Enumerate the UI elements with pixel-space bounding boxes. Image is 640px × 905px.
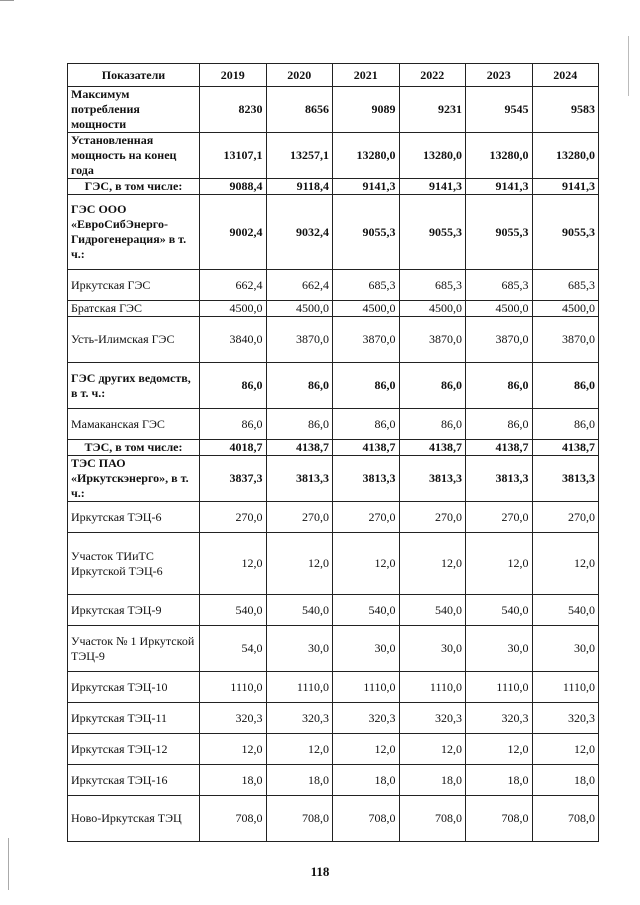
page-number: 118 (310, 864, 330, 879)
value-cell: 54,0 (200, 626, 267, 672)
row-label: Иркутская ТЭЦ-6 (68, 502, 200, 533)
row-label: Иркутская ТЭЦ-12 (68, 734, 200, 765)
row-label: Иркутская ТЭЦ-11 (68, 703, 200, 734)
header-cell: 2019 (200, 64, 267, 87)
value-cell: 4138,7 (333, 440, 400, 456)
value-cell: 1110,0 (266, 672, 333, 703)
table-row (68, 595, 599, 626)
value-cell: 12,0 (200, 533, 267, 595)
value-cell: 13280,0 (532, 133, 599, 179)
header-cell: 2021 (333, 64, 400, 87)
value-cell: 1110,0 (399, 672, 466, 703)
row-label: Установленная мощность на конец года (68, 133, 200, 179)
row-label: Максимум потребления мощности (68, 87, 200, 133)
table-row (68, 440, 599, 456)
scan-edge-mark (628, 36, 629, 96)
row-label: Участок № 1 Иркутской ТЭЦ-9 (68, 626, 200, 672)
table-row (68, 672, 599, 703)
value-cell: 30,0 (399, 626, 466, 672)
value-cell: 13257,1 (266, 133, 333, 179)
value-cell: 3813,3 (333, 456, 400, 502)
table-row (68, 301, 599, 317)
value-cell: 30,0 (532, 626, 599, 672)
value-cell: 13280,0 (333, 133, 400, 179)
value-cell: 13280,0 (466, 133, 533, 179)
value-cell: 708,0 (266, 796, 333, 842)
value-cell: 540,0 (532, 595, 599, 626)
value-cell: 4138,7 (399, 440, 466, 456)
value-cell: 12,0 (466, 533, 533, 595)
value-cell: 9141,3 (333, 179, 400, 195)
value-cell: 30,0 (333, 626, 400, 672)
value-cell: 18,0 (466, 765, 533, 796)
header-cell: 2020 (266, 64, 333, 87)
table-row (68, 87, 599, 133)
value-cell: 9141,3 (399, 179, 466, 195)
value-cell: 3813,3 (532, 456, 599, 502)
value-cell: 1110,0 (532, 672, 599, 703)
row-label: Иркутская ТЭЦ-16 (68, 765, 200, 796)
value-cell: 86,0 (200, 363, 267, 409)
value-cell: 86,0 (266, 409, 333, 440)
value-cell: 4500,0 (399, 301, 466, 317)
value-cell: 9583 (532, 87, 599, 133)
value-cell: 9545 (466, 87, 533, 133)
value-cell: 3870,0 (532, 317, 599, 363)
value-cell: 18,0 (399, 765, 466, 796)
table-row (68, 703, 599, 734)
header-cell: 2023 (466, 64, 533, 87)
table-row (68, 734, 599, 765)
value-cell: 86,0 (200, 409, 267, 440)
value-cell: 30,0 (266, 626, 333, 672)
value-cell: 18,0 (532, 765, 599, 796)
row-label: Ново-Иркутская ТЭЦ (68, 796, 200, 842)
row-label: Иркутская ТЭЦ-9 (68, 595, 200, 626)
value-cell: 662,4 (266, 270, 333, 301)
value-cell: 4138,7 (532, 440, 599, 456)
value-cell: 9118,4 (266, 179, 333, 195)
value-cell: 1110,0 (333, 672, 400, 703)
row-label: Усть-Илимская ГЭС (68, 317, 200, 363)
value-cell: 9141,3 (466, 179, 533, 195)
value-cell: 12,0 (399, 533, 466, 595)
value-cell: 270,0 (333, 502, 400, 533)
row-label: ТЭС ПАО «Иркутскэнерго», в т. ч.: (68, 456, 200, 502)
table-row (68, 502, 599, 533)
value-cell: 86,0 (399, 409, 466, 440)
value-cell: 86,0 (532, 363, 599, 409)
value-cell: 685,3 (399, 270, 466, 301)
value-cell: 540,0 (266, 595, 333, 626)
value-cell: 8230 (200, 87, 267, 133)
value-cell: 9088,4 (200, 179, 267, 195)
value-cell: 270,0 (399, 502, 466, 533)
value-cell: 9055,3 (466, 195, 533, 270)
value-cell: 9055,3 (333, 195, 400, 270)
value-cell: 86,0 (333, 363, 400, 409)
row-label: Мамаканская ГЭС (68, 409, 200, 440)
value-cell: 320,3 (266, 703, 333, 734)
row-label: ГЭС ООО «ЕвроСибЭнерго-Гидрогенерация» в т. ч.: (68, 195, 200, 270)
value-cell: 708,0 (399, 796, 466, 842)
value-cell: 1110,0 (200, 672, 267, 703)
value-cell: 708,0 (532, 796, 599, 842)
value-cell: 13280,0 (399, 133, 466, 179)
value-cell: 30,0 (466, 626, 533, 672)
value-cell: 685,3 (333, 270, 400, 301)
value-cell: 86,0 (266, 363, 333, 409)
value-cell: 3837,3 (200, 456, 267, 502)
value-cell: 4500,0 (266, 301, 333, 317)
value-cell: 4500,0 (466, 301, 533, 317)
value-cell: 12,0 (266, 734, 333, 765)
table-row (68, 363, 599, 409)
table-row (68, 409, 599, 440)
value-cell: 3870,0 (333, 317, 400, 363)
row-label: ГЭС, в том числе: (68, 179, 200, 195)
row-label: Участок ТИиТС Иркутской ТЭЦ-6 (68, 533, 200, 595)
table-row (68, 179, 599, 195)
value-cell: 320,3 (200, 703, 267, 734)
value-cell: 4138,7 (266, 440, 333, 456)
scan-edge-mark (0, 0, 14, 1)
table-row (68, 626, 599, 672)
table-row (68, 456, 599, 502)
row-label: Иркутская ТЭЦ-10 (68, 672, 200, 703)
value-cell: 320,3 (532, 703, 599, 734)
value-cell: 86,0 (333, 409, 400, 440)
value-cell: 708,0 (466, 796, 533, 842)
value-cell: 86,0 (399, 363, 466, 409)
value-cell: 540,0 (466, 595, 533, 626)
value-cell: 9055,3 (399, 195, 466, 270)
value-cell: 86,0 (532, 409, 599, 440)
table-row (68, 796, 599, 842)
value-cell: 86,0 (466, 409, 533, 440)
value-cell: 3870,0 (399, 317, 466, 363)
value-cell: 12,0 (532, 734, 599, 765)
value-cell: 18,0 (200, 765, 267, 796)
value-cell: 270,0 (200, 502, 267, 533)
value-cell: 4018,7 (200, 440, 267, 456)
value-cell: 8656 (266, 87, 333, 133)
value-cell: 9141,3 (532, 179, 599, 195)
value-cell: 4500,0 (333, 301, 400, 317)
value-cell: 320,3 (333, 703, 400, 734)
value-cell: 9032,4 (266, 195, 333, 270)
table-row (68, 765, 599, 796)
value-cell: 9002,4 (200, 195, 267, 270)
value-cell: 320,3 (466, 703, 533, 734)
value-cell: 662,4 (200, 270, 267, 301)
value-cell: 12,0 (333, 533, 400, 595)
table-row (68, 270, 599, 301)
value-cell: 540,0 (333, 595, 400, 626)
value-cell: 3870,0 (266, 317, 333, 363)
value-cell: 9231 (399, 87, 466, 133)
value-cell: 3840,0 (200, 317, 267, 363)
row-label: ТЭС, в том числе: (68, 440, 200, 456)
value-cell: 12,0 (399, 734, 466, 765)
value-cell: 12,0 (333, 734, 400, 765)
value-cell: 18,0 (333, 765, 400, 796)
value-cell: 4500,0 (532, 301, 599, 317)
table-row (68, 133, 599, 179)
value-cell: 12,0 (532, 533, 599, 595)
value-cell: 86,0 (466, 363, 533, 409)
value-cell: 4500,0 (200, 301, 267, 317)
row-label: ГЭС других ведомств, в т. ч.: (68, 363, 200, 409)
value-cell: 9089 (333, 87, 400, 133)
value-cell: 12,0 (266, 533, 333, 595)
value-cell: 708,0 (200, 796, 267, 842)
header-cell: Показатели (68, 64, 200, 87)
value-cell: 685,3 (466, 270, 533, 301)
value-cell: 708,0 (333, 796, 400, 842)
table-row (68, 195, 599, 270)
value-cell: 13107,1 (200, 133, 267, 179)
value-cell: 540,0 (200, 595, 267, 626)
table-header-row (68, 64, 599, 87)
value-cell: 9055,3 (532, 195, 599, 270)
value-cell: 18,0 (266, 765, 333, 796)
table-row (68, 317, 599, 363)
value-cell: 4138,7 (466, 440, 533, 456)
header-cell: 2022 (399, 64, 466, 87)
value-cell: 540,0 (399, 595, 466, 626)
value-cell: 12,0 (200, 734, 267, 765)
value-cell: 3813,3 (399, 456, 466, 502)
value-cell: 3813,3 (466, 456, 533, 502)
table-row (68, 533, 599, 595)
header-cell: 2024 (532, 64, 599, 87)
value-cell: 3870,0 (466, 317, 533, 363)
value-cell: 685,3 (532, 270, 599, 301)
value-cell: 3813,3 (266, 456, 333, 502)
value-cell: 1110,0 (466, 672, 533, 703)
value-cell: 270,0 (266, 502, 333, 533)
value-cell: 270,0 (532, 502, 599, 533)
value-cell: 12,0 (466, 734, 533, 765)
value-cell: 270,0 (466, 502, 533, 533)
row-label: Братская ГЭС (68, 301, 200, 317)
row-label: Иркутская ГЭС (68, 270, 200, 301)
capacity-table (67, 63, 599, 842)
value-cell: 320,3 (399, 703, 466, 734)
